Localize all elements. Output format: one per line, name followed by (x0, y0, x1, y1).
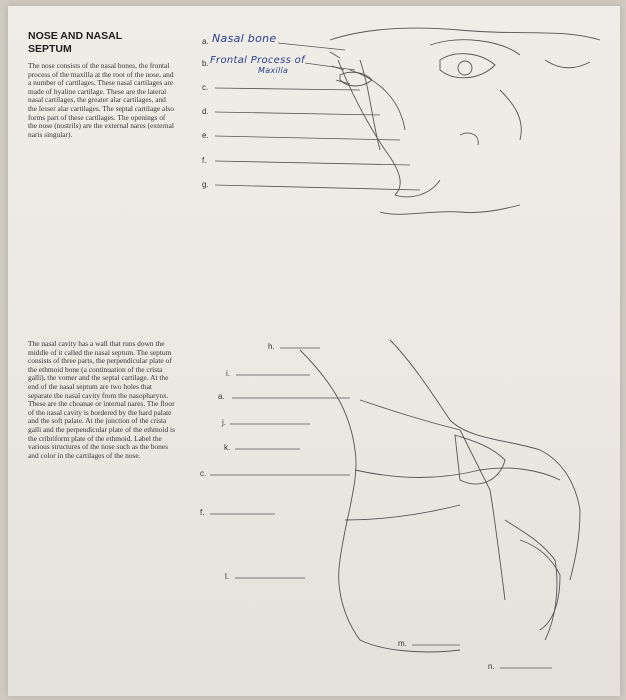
label-m: m. (398, 639, 407, 648)
bottom-pointer-lines (210, 348, 552, 668)
label-e-top: e. (202, 131, 209, 140)
answer-a-handwritten: Nasal bone (212, 32, 277, 45)
label-a-bottom: a. (218, 392, 225, 401)
label-f-top: f. (202, 156, 207, 165)
face-drawing (330, 28, 600, 214)
label-d-top: d. (202, 107, 209, 116)
sagittal-section-drawing (300, 340, 580, 652)
label-j: j. (222, 418, 226, 427)
label-a-top: a. (202, 37, 209, 46)
intro-paragraph: The nose consists of the nasal bones, the frontal process of the maxilla at the root of the nose, and a number of cartilages. These nasal cartilages are made of hyaline cartilage. These are the lateral nasal cartilages, the greater alar cartilages, and the lesser alar cartilages. The septal cartilage also forms part of these cartilages. The openings of the nose (nostrils) are the external nares (external naris singular). (28, 61, 174, 139)
label-c-top: c. (202, 83, 209, 92)
label-l: l. (225, 572, 229, 581)
label-b-top: b. (202, 59, 209, 68)
answer-b-handwritten-line1: Frontal Process of (210, 55, 305, 66)
label-i: i. (226, 369, 230, 378)
label-n: n. (488, 662, 495, 671)
worksheet-heading: NOSE AND NASAL SEPTUM (28, 30, 122, 55)
label-h: h. (268, 342, 275, 351)
label-c-bottom: c. (200, 469, 207, 478)
label-k: k. (224, 443, 231, 452)
septum-paragraph: The nasal cavity has a wall that runs down the middle of it called the nasal septum. The septum consists of three parts, the perpendicular plate of the ethmoid bone (a continuation of the crista galli), the vomer and the septal cartilage. At the end of the nasal septum are two holes that separate the nasal cavity from the nasopharynx. These are the choanae or internal nares. The floor of the nasal cavity is bordered by the hard palate and the soft palate. At the junction of the crista galli and the perpendicular plate of the ethmoid is the cribriform plate of the ethmoid. Label the various structures of the nose such as the bones and color in the cartilages of the nose. (28, 339, 175, 460)
label-f-bottom: f. (200, 508, 205, 517)
answer-b-handwritten-line2: Maxilla (258, 66, 289, 75)
label-g-top: g. (202, 180, 209, 189)
